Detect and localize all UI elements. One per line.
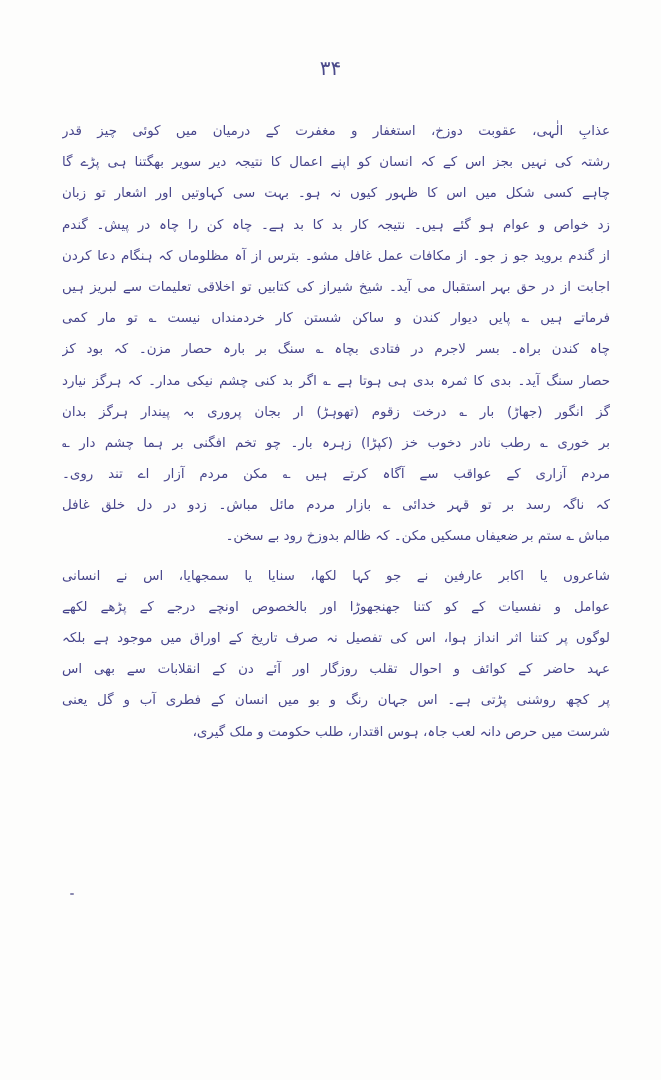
text-line: چاہ کندن براہ۔ بسر لاجرم در فتادی بچاہ ؎ سنگ بر بارہ حصار مزن۔ کہ بود کز [62, 342, 610, 358]
text-line: پر کچھ روشنی پڑتی ہے۔ اس جہان رنگ و بو میں انسان کے فطری آب و گل یعنی [62, 693, 610, 709]
paragraph-spacer [62, 553, 610, 561]
text-line: حصار سنگ آید۔ بدی کا ثمرہ بدی ہی ہوتا ہے ؎ اگر بد کنی چشم نیکی مدار۔ کہ ہرگز نیارد [62, 373, 610, 389]
text-line: رشتہ کی نہیں بجز اس کے کہ انسان کو اپنے اعمال کا نتیجہ دیر سویر بھگتنا ہی پڑے گا [62, 155, 610, 171]
text-line: مردم آزاری کے عواقب سے آگاہ کرتے ہیں ؎ مکن مردم آزار اے تند روی۔ [62, 467, 610, 483]
text-line: عذابِ الٰہی، عقوبت دوزخ، استغفار و مغفرت کے درمیان میں کوئی چیز قدر [62, 124, 610, 139]
text-line: فرماتے ہیں ؎ پایں دیوار کندن و ساکن شستن کار خردمنداں نیست ؎ تو مار کمی [62, 311, 610, 327]
paragraph-1 [62, 116, 610, 553]
ink-mark [70, 893, 74, 895]
document-body [62, 116, 610, 748]
paragraph-2 [62, 561, 610, 748]
text-line: لوگوں پر کتنا اثر انداز ہوا، اس کی تفصیل نہ صرف تاریخ کے اوراق میں موجود ہے بلکہ [62, 631, 610, 646]
text-line: از گندم بروید جو ز جو۔ از مکافات عمل غافل مشو۔ بترس از آہ مظلوماں کہ ہنگام دعا کردن [62, 248, 610, 264]
text-line: چاہے کسی شکل میں اس کا ظہور کیوں نہ ہو۔ بہت سی کہاوتیں اور اشعار تو زبان [62, 186, 610, 202]
text-line: بر خوری ؎ رطب نادر دخوب خز (کپڑا) زہرہ بار۔ چو تخم افگنی بر ہما چشم دار ؎ [62, 435, 610, 451]
text-line: اجابت از در حق بہر استقبال می آید۔ شیخ شیراز کی کتابیں تو اخلاقی تعلیمات سے لبریز ہیں [62, 279, 610, 295]
page-number: ۳۴ [319, 56, 342, 80]
text-line: کہ ناگہ رسد بر تو قہر خدائی ؎ بازار مردم مائل مباش۔ زدو در دل خلق غافل [62, 498, 610, 514]
text-line: شرست میں حرص دانہ لعب جاہ، ہوس اقتدار، طلب حکومت و ملک گیری، [192, 724, 610, 740]
text-line: مباش ؎ ستم بر ضعیفاں مسکیں مکن۔ کہ ظالم بدوزخ رود بے سخن۔ [225, 529, 610, 545]
text-line: شاعروں یا اکابر عارفین نے جو کہا لکھا، سنایا یا سمجھایا، اس نے انسانی [62, 568, 610, 584]
text-line: گز انگور (جھاڑ) بار ؎ درخت زقوم (تھوہڑ) ار بجان پروری بہ پیندار ہرگز بدان [62, 404, 610, 420]
text-line: زد خواص و عوام ہو گئے ہیں۔ نتیجہ کار بد کا بد ہے۔ چاہ کن را چاہ در پیش۔ گندم [62, 217, 610, 233]
text-line: عہد حاضر کے کوائف و احوال تقلب روزگار اور آئے دن کے انقلابات سے بھی اس [62, 662, 610, 678]
text-line: عوامل و نفسیات کے کو کتنا جھنجھوڑا اور بالخصوص اونچے درجے کے پڑھے لکھے [62, 599, 610, 615]
